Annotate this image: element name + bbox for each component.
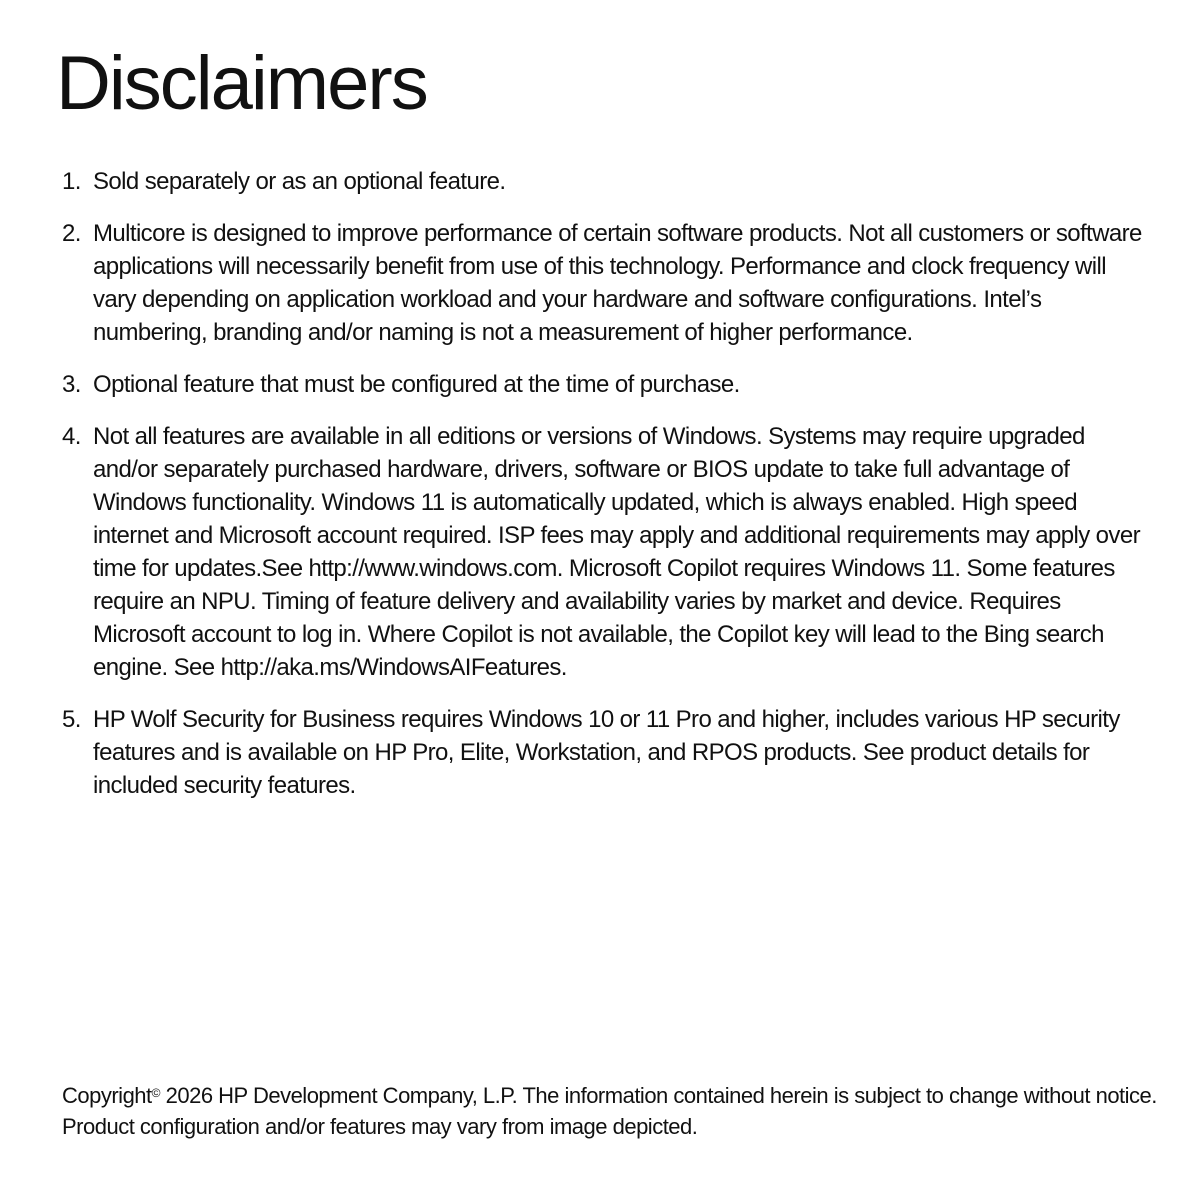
item-number: 3. — [62, 371, 81, 398]
item-text: Sold separately or as an optional feature. — [93, 168, 506, 195]
item-text: Optional feature that must be configured at the time of purchase. — [93, 371, 740, 398]
page-title: Disclaimers — [56, 41, 427, 126]
footer-text: 2026 HP Development Company, L.P. The information contained herein is subject to change without notice. Product configuration and/or features may vary from image depicted. — [62, 1083, 1157, 1139]
item-text: Not all features are available in all editions or versions of Windows. Systems may require upgraded and/or separately purchased hardware, drivers, software or BIOS update to take full advantage of Windows functionality. Windows 11 is automatically updated, which is always enabled. High speed internet and Microsoft account required. ISP fees may apply and additional requirements may apply over time for updates.See http://www.windows.com. Microsoft Copilot requires Windows 11. Some features require an NPU. Timing of feature delivery and availability varies by market and device. Requires Microsoft account to log in. Where Copilot is not available, the Copilot key will lead to the Bing search engine. See http://aka.ms/WindowsAIFeatures. — [93, 423, 1140, 681]
list-item — [62, 703, 1152, 802]
copyright-symbol: © — [151, 1086, 160, 1100]
item-number: 4. — [62, 423, 81, 450]
list-item — [62, 165, 1152, 198]
copyright-word: Copyright — [62, 1083, 152, 1108]
list-item — [62, 420, 1152, 684]
disclaimer-list — [62, 165, 1152, 821]
item-number: 2. — [62, 220, 81, 247]
item-text: Multicore is designed to improve performance of certain software products. Not all customers or software applications will necessarily benefit from use of this technology. Performance and clock frequency will vary depending on application workload and your hardware and software configurations. Intel’s numbering, branding and/or naming is not a measurement of higher performance. — [93, 220, 1142, 346]
item-text: HP Wolf Security for Business requires Windows 10 or 11 Pro and higher, includes various HP security features and is available on HP Pro, Elite, Workstation, and RPOS products. See product details for included security features. — [93, 706, 1120, 799]
copyright-footer — [62, 1080, 1162, 1142]
list-item — [62, 368, 1152, 401]
item-number: 1. — [62, 168, 81, 195]
item-number: 5. — [62, 706, 81, 733]
list-item — [62, 217, 1152, 349]
